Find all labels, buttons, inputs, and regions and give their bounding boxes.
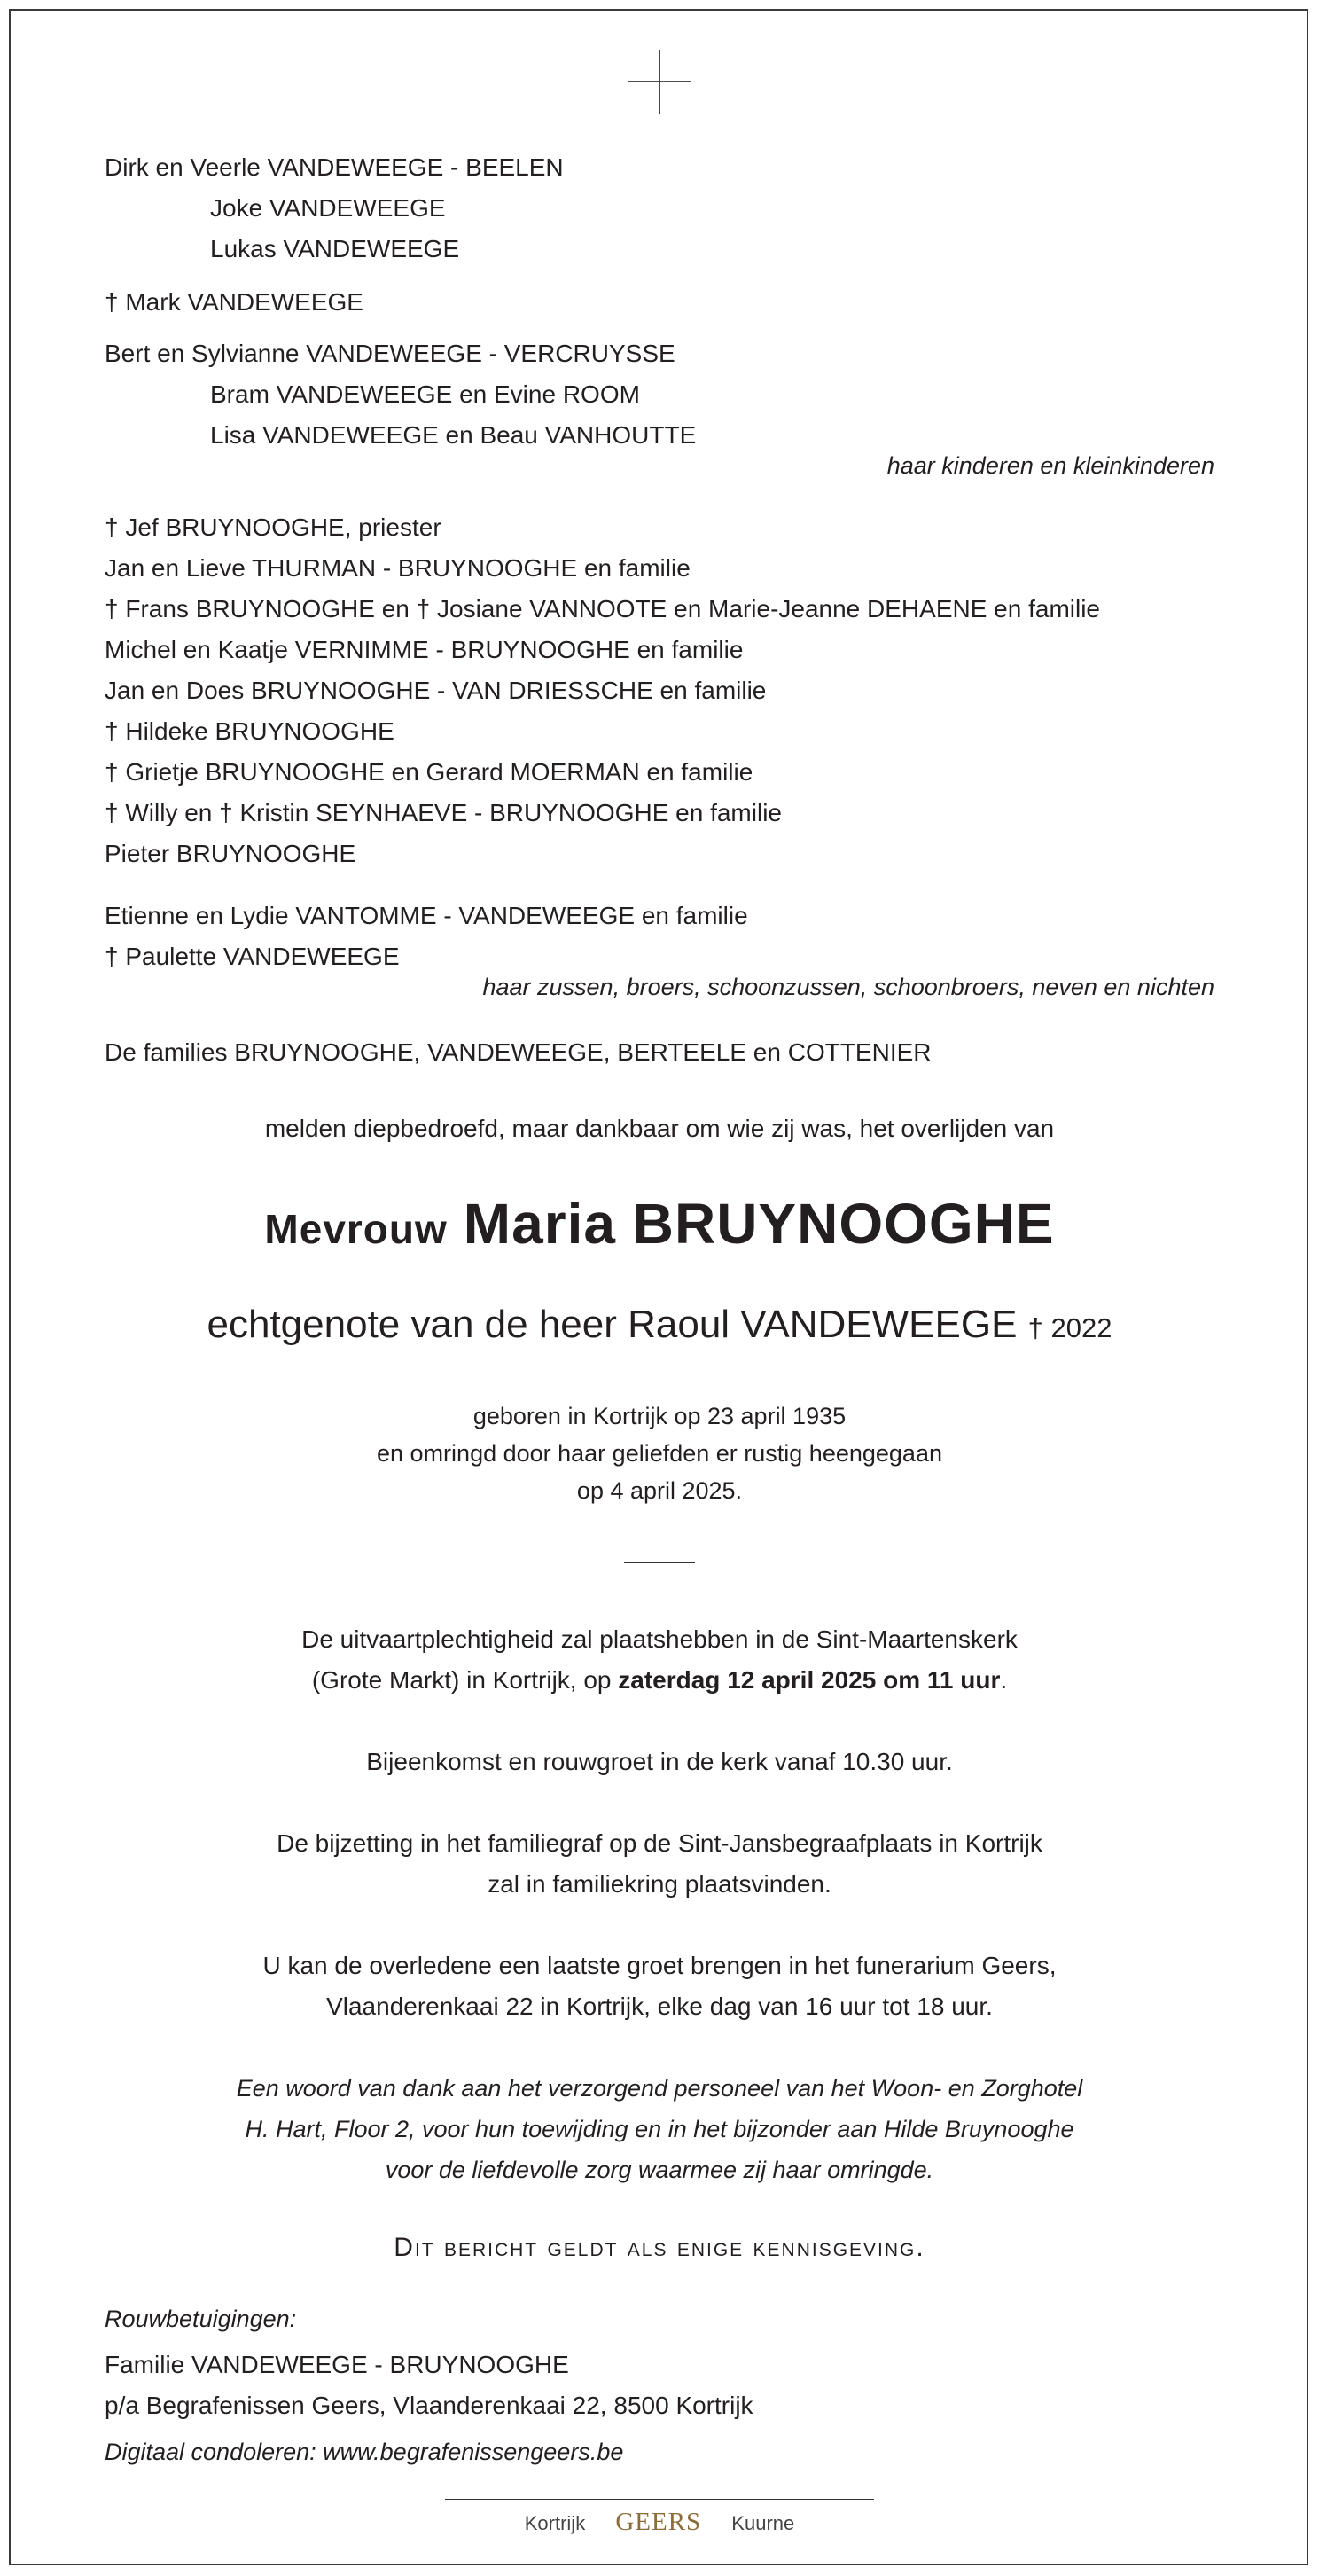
birth-line: geboren in Kortrijk op 23 april 1935 [472, 1403, 847, 1429]
kin-line: Bram VANDEWEEGE en Evine ROOM [210, 380, 640, 408]
kin-line: Bert en Sylvianne VANDEWEEGE - VERCRUYSSE [105, 340, 675, 367]
sibling-line: Pieter BRUYNOOGHE [105, 840, 356, 867]
thanks-line: H. Hart, Floor 2, voor hun toewijding en in het bijzonder aan Hilde Bruynooghe [245, 2116, 1074, 2142]
sibling-line: † Willy en † Kristin SEYNHAEVE - BRUYNOOGHE en familie [105, 799, 782, 826]
sibling-line: Michel en Kaatje VERNIMME - BRUYNOOGHE en familie [105, 636, 744, 663]
ceremony-period: . [1000, 1666, 1008, 1694]
kin-line: † Mark VANDEWEEGE [105, 288, 363, 316]
footer-divider [445, 2499, 874, 2500]
sibling-line: † Frans BRUYNOOGHE en † Josiane VANNOOTE en Marie-Jeanne DEHAENE en familie [105, 595, 1101, 622]
condolences-address: p/a Begrafenissen Geers, Vlaanderenkaai 22, 8500 Kortrijk [105, 2392, 753, 2419]
kin-line: Lukas VANDEWEEGE [210, 235, 460, 262]
kin-line: Joke VANDEWEEGE [210, 194, 446, 222]
deceased-name-heading [0, 1190, 1319, 1263]
deceased-name: Maria BRUYNOOGHE [463, 1192, 1055, 1256]
thanks-line: Een woord van dank aan het verzorgend personeel van het Woon- en Zorghotel [236, 2075, 1083, 2102]
kin-line: Dirk en Veerle VANDEWEEGE - BEELEN [105, 153, 564, 181]
digital-condolences: Digitaal condoleren: www.begrafenissengeers.be [105, 2439, 624, 2465]
death-date: op 4 april 2025. [576, 1477, 743, 1504]
salutation: Mevrouw [264, 1206, 448, 1252]
kin-line: Lisa VANDEWEEGE en Beau VANHOUTTE [210, 421, 697, 449]
sibling-caption: haar zussen, broers, schoonzussen, schoonbroers, neven en nichten [482, 974, 1214, 1000]
geers-logo: GEERS [615, 2508, 702, 2536]
visit-line: Vlaanderenkaai 22 in Kortrijk, elke dag van 16 uur tot 18 uur. [326, 1993, 993, 2020]
families-line: De families BRUYNOOGHE, VANDEWEEGE, BERTEELE en COTTENIER [105, 1038, 932, 1066]
sibling-line: † Paulette VANDEWEEGE [105, 943, 400, 970]
sibling-line: † Grietje BRUYNOOGHE en Gerard MOERMAN en familie [105, 758, 753, 786]
sibling-line: Etienne en Lydie VANTOMME - VANDEWEEGE en familie [105, 902, 748, 929]
ceremony-line: De uitvaartplechtigheid zal plaatshebben in de Sint-Maartenskerk [301, 1625, 1018, 1653]
sibling-line: † Hildeke BRUYNOOGHE [105, 717, 394, 745]
spouse-text: echtgenote van de heer Raoul VANDEWEEGE [207, 1303, 1018, 1346]
ceremony-date-line [0, 1665, 1319, 1695]
sibling-line: Jan en Does BRUYNOOGHE - VAN DRIESSCHE en familie [105, 677, 767, 704]
divider [624, 1562, 695, 1563]
footer-left: Kortrijk [524, 2512, 586, 2534]
sibling-line: † Jef BRUYNOOGHE, priester [105, 513, 441, 541]
gathering-line: Bijeenkomst en rouwgroet in de kerk vanaf 10.30 uur. [366, 1748, 953, 1775]
spouse-year: † 2022 [1027, 1312, 1112, 1343]
visit-line: U kan de overledene een laatste groet brengen in het funerarium Geers, [262, 1952, 1057, 1979]
ceremony-datetime: zaterdag 12 april 2025 om 11 uur [618, 1666, 1001, 1694]
footer [0, 2508, 1319, 2537]
passing-line: en omringd door haar geliefden er rustig heengegaan [377, 1440, 942, 1467]
burial-line: De bijzetting in het familiegraf op de Sint-Jansbegraafplaats in Kortrijk [277, 1829, 1042, 1857]
kin-caption: haar kinderen en kleinkinderen [886, 452, 1214, 479]
condolences-name: Familie VANDEWEEGE - BRUYNOOGHE [105, 2351, 569, 2378]
sibling-line: Jan en Lieve THURMAN - BRUYNOOGHE en familie [105, 554, 691, 582]
cross-icon [628, 50, 691, 114]
announcement: melden diepbedroefd, maar dankbaar om wie zij was, het overlijden van [264, 1115, 1055, 1142]
thanks-line: voor de liefdevolle zorg waarmee zij haar omringde. [385, 2157, 934, 2183]
footer-right: Kuurne [731, 2512, 795, 2534]
burial-line: zal in familiekring plaatsvinden. [488, 1870, 831, 1898]
ceremony-place: (Grote Markt) in Kortrijk, op [311, 1666, 619, 1694]
spouse-line [0, 1302, 1319, 1351]
condolences-label: Rouwbetuigingen: [105, 2306, 297, 2332]
notice: Dit bericht geldt als enige kennisgeving. [394, 2233, 925, 2262]
